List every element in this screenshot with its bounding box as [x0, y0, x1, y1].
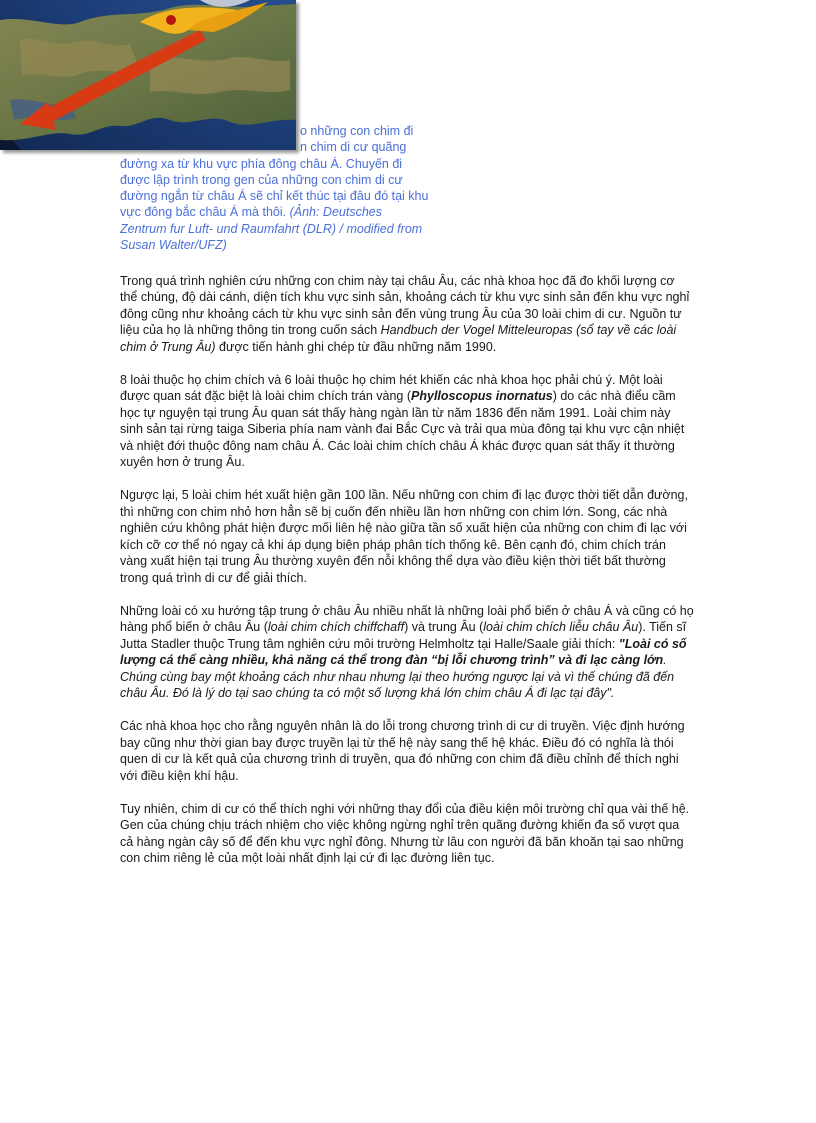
article-body	[120, 273, 695, 884]
figure-caption	[120, 123, 430, 253]
paragraph-6: Tuy nhiên, chim di cư có thể thích nghi với những thay đổi của điều kiện môi trường chỉ qua vài thế hệ. Gen của chúng chịu trách nhiệm cho việc không ngừng nghỉ trên quãng đường khiến đa số vượt qua cả hàng ngàn cây số để đến khu vực nghỉ đông. Nhưng từ lâu con người đã băn khoăn tại sao những con chim riêng lẻ của một loài nhất định lại cứ đi lạc đường liên tục.	[120, 801, 690, 866]
species-chiffchaff: loài chim chích chiffchaff	[267, 620, 405, 635]
p1-text: Trong quá trình nghiên cứu những con chim này tại châu Âu, các nhà khoa học đã đo khối lượng cơ thể chúng, độ dài cánh, diện tích khu vực sinh sản, khoảng cách từ khu vực sinh sản đến khu vực nghỉ đông cũng như khoảng cách từ khu vực sinh sản đến vùng trung Âu của 30 loài chim di cư. Nguồn tư liệu của họ là những thông tin trong cuốn sách	[120, 274, 690, 338]
p4-text-intro-quote: ). Tiến sĩ Jutta Stadler thuộc Trung tâm nghiên cứu môi trường Helmholtz tại Halle/Saale giải thích:	[120, 620, 687, 651]
caption-credit: (Ảnh: Deutsches Zentrum fur Luft- und Raumfahrt (DLR) / modified from Susan Walter/UFZ)	[120, 205, 423, 253]
paragraph-2	[120, 372, 695, 470]
paragraph-3: Ngược lại, 5 loài chim hét xuất hiện gần 100 lần. Nếu những con chim đi lạc được thời tiết dẫn đường, thì những con chim nhỏ hơn hẳn sẽ bị cuốn đến nhiều lần hơn những con chim lớn. Song, các nhà nghiên cứu không phát hiện được mối liên hệ nào giữa tần số xuất hiện của những con chim đi lạc với kích cỡ cơ thể nó ngay cả khi áp dụng biện pháp phân tích thống kê. Bên cạnh đó, chim chích trán vàng xuất hiện tại trung Âu thường xuyên đến nỗi không thể dựa vào điều kiện thời tiết bất thường trong quá trình di cư để giải thích.	[120, 488, 688, 585]
p4-text: Những loài có xu hướng tập trung ở châu Âu nhiều nhất là những loài phổ biến ở châu Á và cũng có họ hàng phổ biến ở châu Âu (	[120, 603, 694, 635]
book-title: Handbuch der Vogel Mitteleuropas (sổ tay về các loài chim ở Trung Âu)	[120, 323, 677, 354]
caption-text: đường xa từ khu vực phía đông châu Á. Chuyến đi được lập trình trong gen của những con chim di cư đường ngắn từ châu Á sẽ chỉ kết thúc tại đâu đó tại khu vực đông bắc châu Á mà thôi.	[120, 156, 429, 220]
caption-line-1: o những con chim đi	[300, 124, 414, 138]
p1-text-end: được tiến hành ghi chép từ đầu những năm 1990.	[215, 339, 497, 354]
p4-text-mid: ) và trung Âu (	[404, 620, 484, 635]
species-willow-warbler: loài chim chích liễu châu Âu	[483, 620, 639, 635]
quote-bold: "Loài có số lượng cá thể càng nhiều, khả năng cá thể trong đàn “bị lỗi chương trình” và đi lạc càng lớn	[120, 636, 687, 668]
paragraph-4	[120, 603, 695, 701]
caption-line-2: n chim di cư quãng	[300, 140, 407, 155]
species-name: Phylloscopus inornatus	[411, 389, 553, 404]
p2-text: 8 loài thuộc họ chim chích và 6 loài thuộc họ chim hét khiến các nhà khoa học phải chú ý. Một loài được quan sát đặc biệt là loài chim chích trán vàng (	[120, 373, 663, 404]
paragraph-1	[120, 273, 695, 355]
quote-italic: . Chúng cùng bay một khoảng cách như nhau nhưng lại theo hướng ngược lại và vì thế chúng đã đến châu Âu. Đó là lý do tại sao chúng ta có một số lượng khá lớn chim châu Á đi lạc tại đây".	[120, 653, 675, 700]
p2-text-end: ) do các nhà điểu cầm học tự nguyện tại trung Âu quan sát thấy hàng ngàn lần từ năm 1836 đến năm 1991. Loài chim này sinh sản tại rừng taiga Siberia phía nam vành đai Bắc Cực và trải qua mùa đông tại khu vực cận nhiệt và nhiệt đới thuộc đông nam châu Á. Các loài chim chích châu Á khác được quan sát thấy ít thường xuyên hơn ở trung Âu.	[120, 389, 685, 470]
paragraph-5: Các nhà khoa học cho rằng nguyên nhân là do lỗi trong chương trình di cư di truyền. Việc định hướng bay cũng như thời gian bay được truyền lại từ thế hệ này sang thế hệ khác. Điều đó có nghĩa là thói quen di cư là kết quả của chương trình di truyền, qua đó những con chim đã điều chỉnh để thích nghi với điều kiện khí hậu.	[120, 719, 685, 783]
